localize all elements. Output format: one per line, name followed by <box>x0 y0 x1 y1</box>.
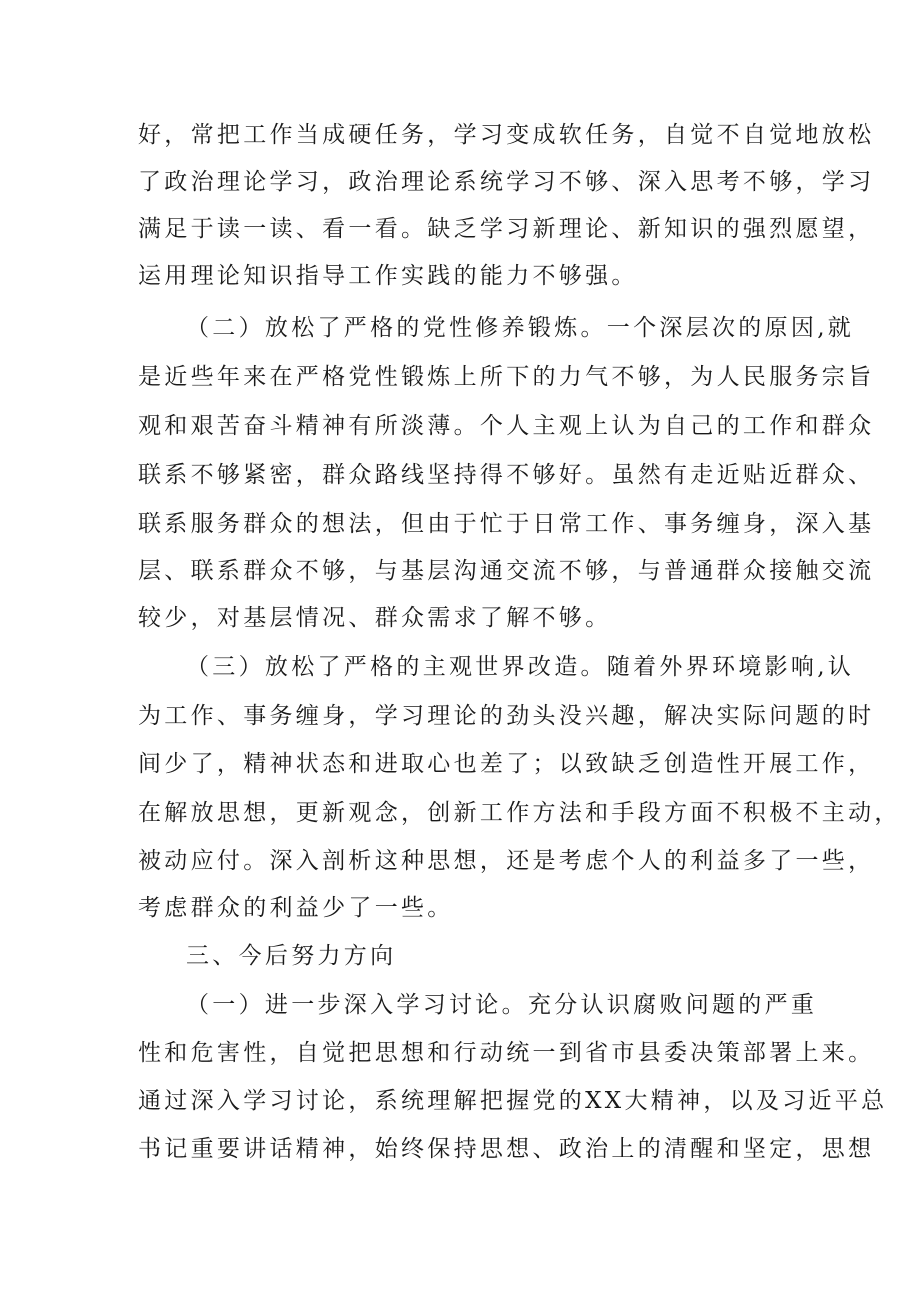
paragraph-line: 较少，对基层情况、群众需求了解不够。 <box>138 605 612 631</box>
paragraph-line: 考虑群众的利益少了一些。 <box>138 895 454 921</box>
paragraph-line: 为工作、事务缠身，学习理论的劲头没兴趣，解决实际问题的时 <box>138 703 875 729</box>
paragraph-line: （二）放松了严格的党性修养锻炼。一个深层次的原因,就 <box>186 315 855 341</box>
paragraph-line: 联系服务群众的想法，但由于忙于日常工作、事务缠身，深入基 <box>138 511 875 537</box>
paragraph-line: 性和危害性，自觉把思想和行动统一到省市县委决策部署上来。 <box>138 1040 875 1066</box>
paragraph-line: 层、联系群众不够，与基层沟通交流不够，与普通群众接触交流 <box>138 558 875 584</box>
paragraph-line: 了政治理论学习，政治理论系统学习不够、深入思考不够，学习 <box>138 169 875 195</box>
paragraph-line: 被动应付。深入剖析这种思想，还是考虑个人的利益多了一些， <box>138 848 875 874</box>
paragraph-line: （一）进一步深入学习讨论。充分认识腐败问题的严重 <box>186 992 818 1018</box>
paragraph-line: 观和艰苦奋斗精神有所淡薄。个人主观上认为自己的工作和群众 <box>138 413 875 439</box>
section-heading: 三、今后努力方向 <box>186 943 397 969</box>
paragraph-line: 运用理论知识指导工作实践的能力不够强。 <box>138 263 638 289</box>
paragraph-line: 联系不够紧密，群众路线坚持得不够好。虽然有走近贴近群众、 <box>138 462 875 488</box>
paragraph-line: 满足于读一读、看一看。缺乏学习新理论、新知识的强烈愿望， <box>138 216 875 242</box>
paragraph-line: 好，常把工作当成硬任务，学习变成软任务，自觉不自觉地放松 <box>138 122 875 148</box>
paragraph-line: 是近些年来在严格党性锻炼上所下的力气不够，为人民服务宗旨 <box>138 364 875 390</box>
paragraph-line: 书记重要讲话精神，始终保持思想、政治上的清醒和坚定，思想 <box>138 1136 875 1162</box>
paragraph-line: 通过深入学习讨论，系统理解把握党的XX大精神，以及习近平总 <box>138 1088 888 1114</box>
paragraph-line: 间少了，精神状态和进取心也差了；以致缺乏创造性开展工作， <box>138 751 875 777</box>
paragraph-line: （三）放松了严格的主观世界改造。随着外界环境影响,认 <box>186 654 855 680</box>
paragraph-line: 在解放思想，更新观念，创新工作方法和手段方面不积极不主动， <box>138 800 901 826</box>
